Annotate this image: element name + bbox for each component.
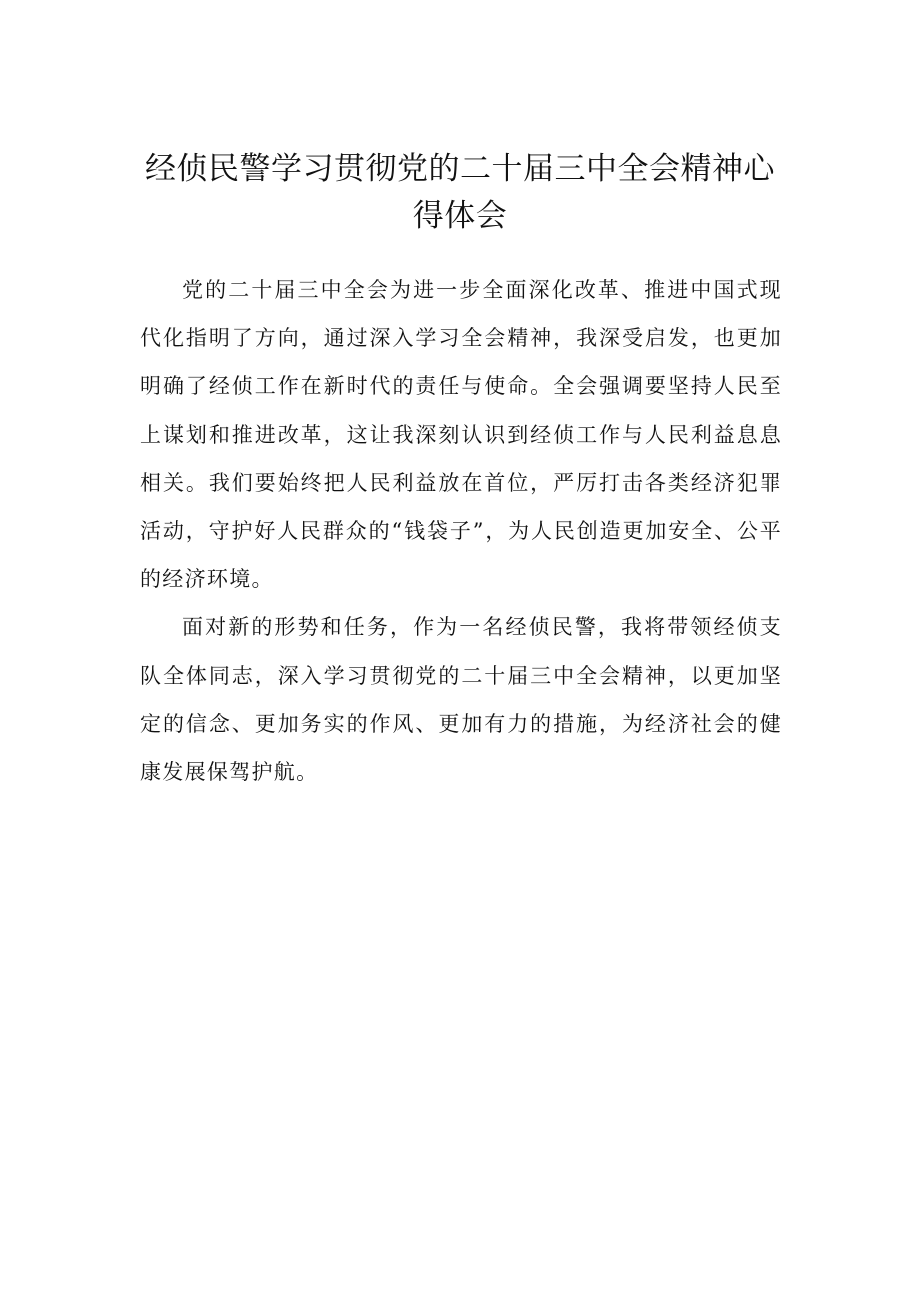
paragraph-2: 面对新的形势和任务，作为一名经侦民警，我将带领经侦支队全体同志，深入学习贯彻党的二十届三中全会精神，以更加坚定的信念、更加务实的作风、更加有力的措施，为经济社会的健康发展保驾护航。 (140, 615, 782, 785)
paragraph-1: 党的二十届三中全会为进一步全面深化改革、推进中国式现代化指明了方向，通过深入学习全会精神，我深受启发，也更加明确了经侦工作在新时代的责任与使命。全会强调要坚持人民至上谋划和推进改革，这让我深刻认识到经侦工作与人民利益息息相关。我们要始终把人民利益放在首位，严厉打击各类经济犯罪活动，守护好人民群众的“钱袋子”，为人民创造更加安全、公平的经济环境。 (140, 278, 782, 592)
document-title: 经侦民警学习贯彻党的二十届三中全会精神心得体会 (145, 151, 775, 234)
document-body (140, 266, 782, 796)
